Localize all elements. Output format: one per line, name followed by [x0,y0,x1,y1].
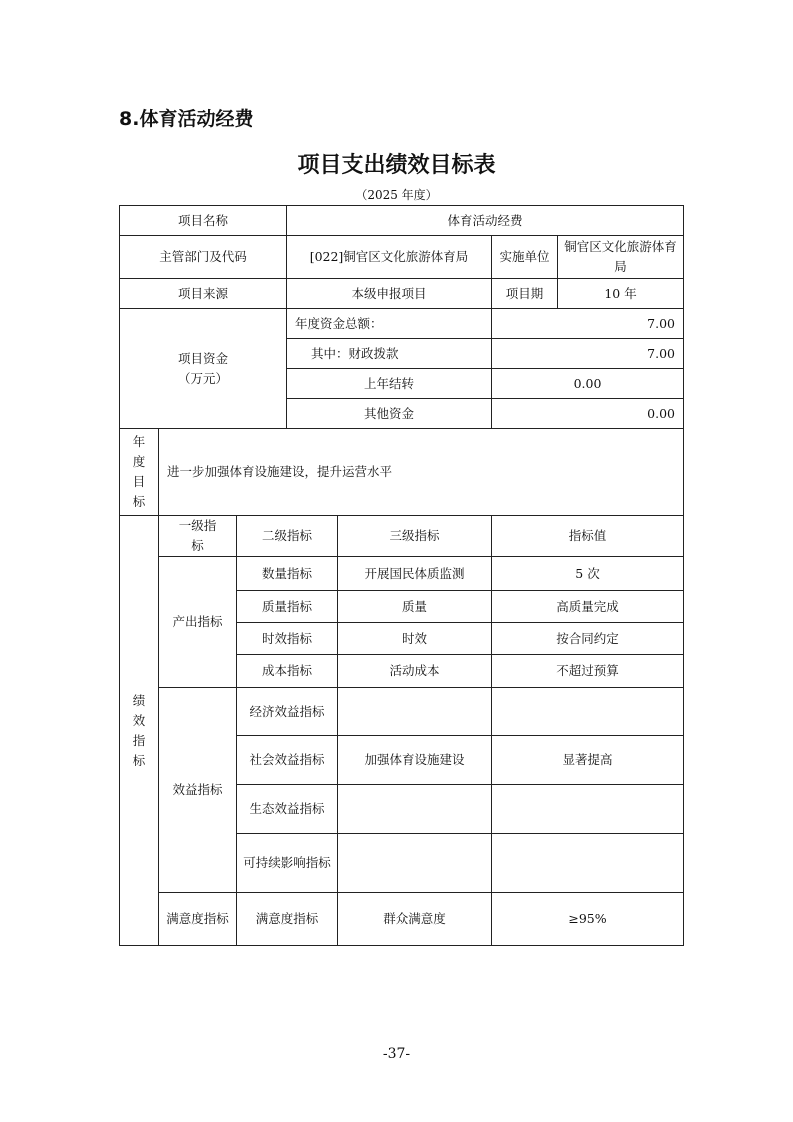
value-cell [492,834,684,893]
header-value: 指标值 [492,516,684,557]
header-l1: 一级指标 [159,516,237,557]
l3-cell: 群众满意度 [338,893,492,946]
source-label: 项目来源 [120,279,287,309]
value-cell [492,688,684,736]
l3-cell [338,785,492,834]
header-l2: 二级指标 [237,516,338,557]
benefit-label: 效益指标 [159,688,237,893]
funds-unit: （万元） [177,370,228,386]
l2-cell: 经济效益指标 [237,688,338,736]
page-number: -37- [382,1046,411,1062]
l2-cell: 质量指标 [237,591,338,623]
l3-cell: 活动成本 [338,655,492,688]
l2-cell: 成本指标 [237,655,338,688]
funds-label: 项目资金 [177,350,228,366]
l2-cell: 生态效益指标 [237,785,338,834]
l3-cell [338,688,492,736]
value-cell: 不超过预算 [492,655,684,688]
l3-cell: 加强体育设施建设 [338,736,492,785]
impl-label: 实施单位 [492,236,558,279]
value-cell: 高质量完成 [492,591,684,623]
funds-label-cell [120,309,287,429]
l2-cell: 可持续影响指标 [237,834,338,893]
fiscal-value: 7.00 [492,339,684,369]
l3-cell: 质量 [338,591,492,623]
period-value: 10 年 [558,279,684,309]
name-value: 体育活动经费 [287,206,684,236]
l2-cell: 满意度指标 [237,893,338,946]
info-table [119,205,684,429]
value-cell: 5 次 [492,557,684,591]
satisfaction-label: 满意度指标 [159,893,237,946]
other-value: 0.00 [492,399,684,429]
carry-value: 0.00 [492,369,684,399]
goal-text: 进一步加强体育设施建设，提升运营水平 [159,429,684,516]
l2-cell: 数量指标 [237,557,338,591]
value-cell [492,785,684,834]
goal-label: 年度目标 [120,429,159,516]
header-l3: 三级指标 [338,516,492,557]
l3-cell [338,834,492,893]
section-heading: 8.体育活动经费 [119,108,254,130]
total-label: 年度资金总额： [287,309,492,339]
perf-label: 绩效指标 [120,516,159,946]
dept-label: 主管部门及代码 [120,236,287,279]
carry-label: 上年结转 [287,369,492,399]
period-label: 项目期 [492,279,558,309]
l2-cell: 时效指标 [237,623,338,655]
output-label: 产出指标 [159,557,237,688]
source-value: 本级申报项目 [287,279,492,309]
impl-value: 铜官区文化旅游体育局 [558,236,684,279]
performance-table [119,428,684,946]
value-cell: 显著提高 [492,736,684,785]
year-label: （2025 年度） [355,188,438,202]
total-value: 7.00 [492,309,684,339]
dept-value: [022]铜官区文化旅游体育局 [287,236,492,279]
l3-cell: 时效 [338,623,492,655]
other-label: 其他资金 [287,399,492,429]
value-cell: ≥95% [492,893,684,946]
value-cell: 按合同约定 [492,623,684,655]
name-label: 项目名称 [120,206,287,236]
l2-cell: 社会效益指标 [237,736,338,785]
fiscal-label: 其中：财政拨款 [287,339,492,369]
page-title: 项目支出绩效目标表 [297,153,496,178]
l3-cell: 开展国民体质监测 [338,557,492,591]
